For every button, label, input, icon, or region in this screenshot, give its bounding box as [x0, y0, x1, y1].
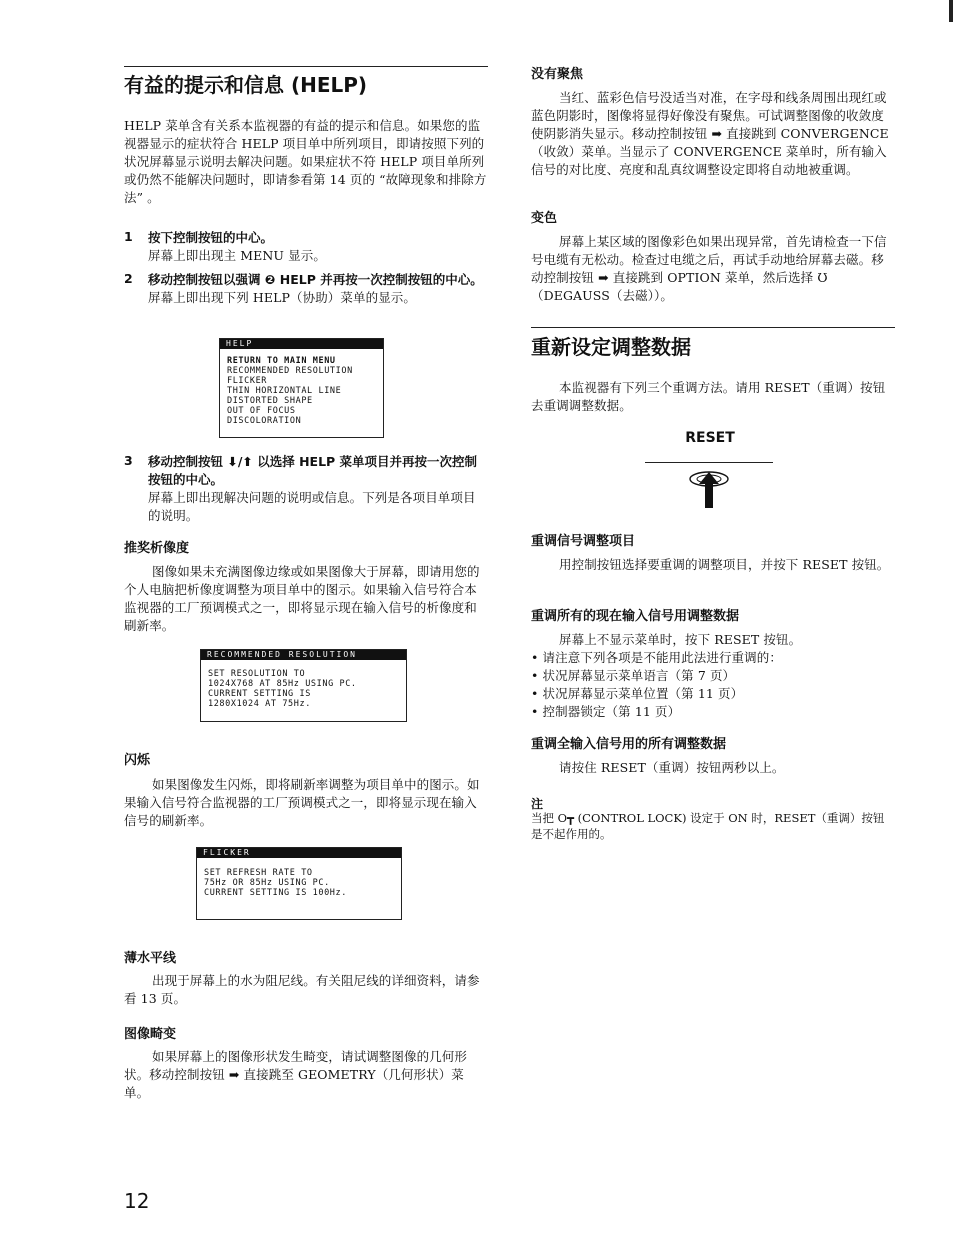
step-number: 2 — [124, 271, 133, 286]
section-heading-signal-item: 重调信号调整项目 — [531, 534, 636, 549]
help-menu-line: OUT OF FOCUS — [227, 406, 296, 416]
reset-title-rule — [531, 327, 895, 328]
step-number: 3 — [124, 453, 133, 468]
binding-edge-mark — [949, 0, 953, 22]
help-menu-line: DISCOLORATION — [227, 416, 302, 426]
list-item: • 控制器锁定（第 11 页） — [531, 704, 681, 719]
resolution-box-line: CURRENT SETTING IS — [208, 689, 311, 699]
step-body: 屏幕上即出现主 MENU 显示。 — [148, 248, 326, 263]
help-menu-box — [219, 338, 384, 438]
section-body-discolor: 屏幕上某区域的图像彩色如果出现异常，首先请检查一下信号电缆有无松动。检查过电缆之后，再试手动地给屏幕去磁。移动控制按钮 ➡ 直接跳到 OPTION 菜单，然后选择 Ʊ（DEGAUSS（去磁））。 — [531, 234, 887, 303]
reset-label-rule — [645, 462, 773, 463]
section-heading-thin-line: 薄水平线 — [124, 951, 177, 966]
step-number: 1 — [124, 229, 133, 244]
flicker-box-header: FLICKER — [197, 848, 401, 858]
help-menu-line: RETURN TO MAIN MENU — [227, 356, 336, 366]
step-title: 移动控制按钮以强调 ❷ HELP 并再按一次控制按钮的中心。 — [148, 272, 483, 287]
flicker-box — [196, 847, 402, 920]
section-body-focus: 当红、蓝彩色信号没适当对准，在字母和线条周围出现红或蓝色阴影时，图像将显得好像没有聚焦。可试调整图像的收敛度使阴影消失显示。移动控制按钮 ➡ 直接跳到 CONVERGENCE（收敛）菜单。当显示了 CONVERGENCE 菜单时，所有输入信号的对比度、亮度和乱真纹调整设定即将自动地被重调。 — [531, 90, 889, 177]
step-body: 屏幕上即出现下列 HELP（协助）菜单的显示。 — [148, 290, 417, 305]
reset-intro: 本监视器有下列三个重调方法。请用 RESET（重调）按钮去重调调整数据。 — [531, 380, 886, 413]
title-rule — [124, 66, 488, 67]
step-title: 按下控制按钮的中心。 — [148, 230, 274, 245]
step-body: 屏幕上即出现解决问题的说明或信息。下列是各项目单项目的说明。 — [148, 490, 476, 523]
help-menu-header: HELP — [220, 339, 383, 349]
section-body-flicker: 如果图像发生闪烁，即将刷新率调整为项目单中的图示。如果输入信号符合监视器的工厂预调模式之一，即将显示现在输入信号的刷新率。 — [124, 777, 480, 828]
help-menu-line: THIN HORIZONTAL LINE — [227, 386, 342, 396]
section-heading-flicker: 闪烁 — [124, 753, 151, 768]
section-body-thin-line: 出现于屏幕上的水为阻尼线。有关阻尼线的详细资料，请参看 13 页。 — [124, 973, 480, 1006]
section-body-current-input: 屏幕上不显示菜单时，按下 RESET 按钮。 — [559, 632, 802, 647]
section-body-all-input: 请按住 RESET（重调）按钮两秒以上。 — [559, 760, 785, 775]
list-item: • 状况屏幕显示菜单语言（第 7 页） — [531, 668, 736, 683]
resolution-box-line: 1024X768 AT 85Hz USING PC. — [208, 679, 357, 689]
step-1 — [124, 229, 488, 265]
resolution-box — [200, 649, 407, 722]
section-heading-current-input: 重调所有的现在输入信号用调整数据 — [531, 609, 740, 624]
help-menu-line: RECOMMENDED RESOLUTION — [227, 366, 353, 376]
note-heading: 注 — [531, 797, 544, 811]
step-title: 移动控制按钮 ⬇/⬆ 以选择 HELP 菜单项目并再按一次控制按钮的中心。 — [148, 454, 478, 487]
reset-title: 重新设定调整数据 — [531, 335, 691, 359]
resolution-box-header: RECOMMENDED RESOLUTION — [201, 650, 406, 660]
list-item: • 状况屏幕显示菜单位置（第 11 页） — [531, 686, 744, 701]
help-menu-line: FLICKER — [227, 376, 268, 386]
section-body-distortion: 如果屏幕上的图像形状发生畸变，请试调整图像的几何形状。移动控制按钮 ➡ 直接跳至 GEOMETRY（几何形状）菜单。 — [124, 1049, 468, 1100]
resolution-box-line: SET RESOLUTION TO — [208, 669, 306, 679]
section-heading-distortion: 图像畸变 — [124, 1027, 177, 1042]
current-input-note: • 请注意下列各项是不能用此法进行重调的： — [531, 650, 782, 665]
current-input-note-text: 请注意下列各项是不能用此法进行重调的： — [542, 650, 782, 665]
section-body-resolution: 图像如果未充满图像边缘或如果图像大于屏幕，即请用您的个人电脑把析像度调整为项目单中的图示。如果输入信号符合本监视器的工厂预调模式之一，即将显示现在输入信号的析像度和刷新率。 — [124, 564, 480, 633]
flicker-box-line: 75Hz OR 85Hz USING PC. — [204, 878, 330, 888]
section-heading-focus: 没有聚焦 — [531, 67, 584, 82]
resolution-box-line: 1280X1024 AT 75Hz. — [208, 699, 311, 709]
step-2 — [124, 271, 488, 307]
section-heading-discolor: 变色 — [531, 211, 558, 226]
reset-button-icon — [686, 468, 732, 512]
note-body: 当把 O┳ (CONTROL LOCK) 设定于 ON 时，RESET（重调）按钮是不起作用的。 — [531, 811, 885, 841]
current-input-bullet-list — [531, 667, 895, 721]
section-heading-all-input: 重调全输入信号用的所有调整数据 — [531, 737, 727, 752]
section-heading-resolution: 推奖析像度 — [124, 541, 190, 556]
help-menu-line: DISTORTED SHAPE — [227, 396, 313, 406]
reset-button-label: RESET — [685, 430, 735, 446]
page-title: 有益的提示和信息 (HELP) — [124, 73, 368, 97]
section-body-signal-item: 用控制按钮选择要重调的调整项目，并按下 RESET 按钮。 — [559, 557, 890, 572]
page-number: 12 — [124, 1189, 150, 1213]
step-3 — [124, 453, 488, 525]
flicker-box-line: SET REFRESH RATE TO — [204, 868, 313, 878]
flicker-box-line: CURRENT SETTING IS 100Hz. — [204, 888, 347, 898]
intro-paragraph: HELP 菜单含有关系本监视器的有益的提示和信息。如果您的监视器显示的症状符合 HELP 项目单中所列项目，即请按照下列的状况屏幕显示说明去解决问题。如果症状不符 HELP 项目单所列或仍然不能解决问题时，即请参看第 14 页的 “故障现象和排除方法” 。 — [124, 118, 487, 205]
